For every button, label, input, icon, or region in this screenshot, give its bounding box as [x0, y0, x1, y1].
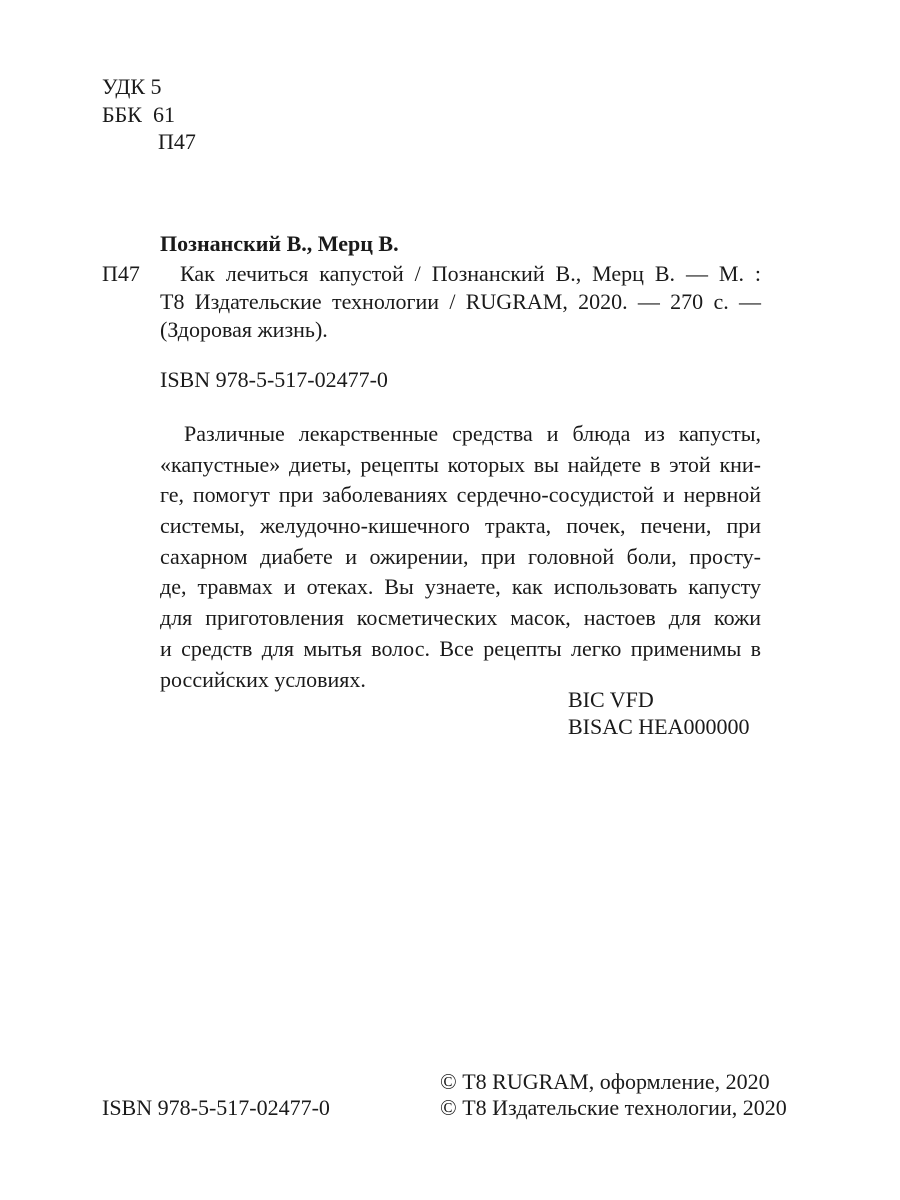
bibliographic-line-2: Т8 Издательские технологии / RUGRAM, 2020. — 270 с. — — [160, 289, 761, 314]
bbk-code: ББК 61 — [102, 102, 175, 127]
isbn-line: ISBN 978-5-517-02477-0 — [160, 367, 388, 392]
annotation-line: системы, желудочно-кишечного тракта, почек, печени, при — [160, 513, 761, 539]
annotation-paragraph — [160, 419, 761, 695]
bisac-code: BISAC HEA000000 — [568, 714, 750, 739]
annotation-line: сахарном диабете и ожирении, при головной боли, просту- — [160, 543, 761, 569]
margin-author-mark: П47 — [102, 261, 140, 286]
copyright-design: © Т8 RUGRAM, оформление, 2020 — [440, 1069, 770, 1094]
annotation-line: де, травмах и отеках. Вы узнаете, как использовать капусту — [160, 574, 761, 600]
bic-code: BIC VFD — [568, 687, 654, 712]
author-mark: П47 — [158, 129, 196, 154]
bibliographic-line-3: (Здоровая жизнь). — [160, 317, 328, 342]
annotation-line: и средств для мытья волос. Все рецепты легко применимы в — [160, 635, 761, 661]
book-authors: Познанский В., Мерц В. — [160, 231, 399, 256]
annotation-line: «капустные» диеты, рецепты которых вы найдете в этой кни- — [160, 451, 761, 477]
annotation-line: ге, помогут при заболеваниях сердечно-сосудистой и нервной — [160, 482, 761, 508]
copyright-publisher: © Т8 Издательские технологии, 2020 — [440, 1095, 787, 1120]
footer-isbn: ISBN 978-5-517-02477-0 — [102, 1095, 330, 1120]
annotation-line: российских условиях. — [160, 666, 366, 692]
udk-code: УДК 5 — [102, 74, 162, 99]
bibliographic-line-1: Как лечиться капустой / Познанский В., Мерц В. — М. : — [180, 261, 761, 286]
annotation-line: для приготовления косметических масок, настоев для кожи — [160, 605, 761, 631]
annotation-line: Различные лекарственные средства и блюда из капусты, — [184, 421, 761, 446]
